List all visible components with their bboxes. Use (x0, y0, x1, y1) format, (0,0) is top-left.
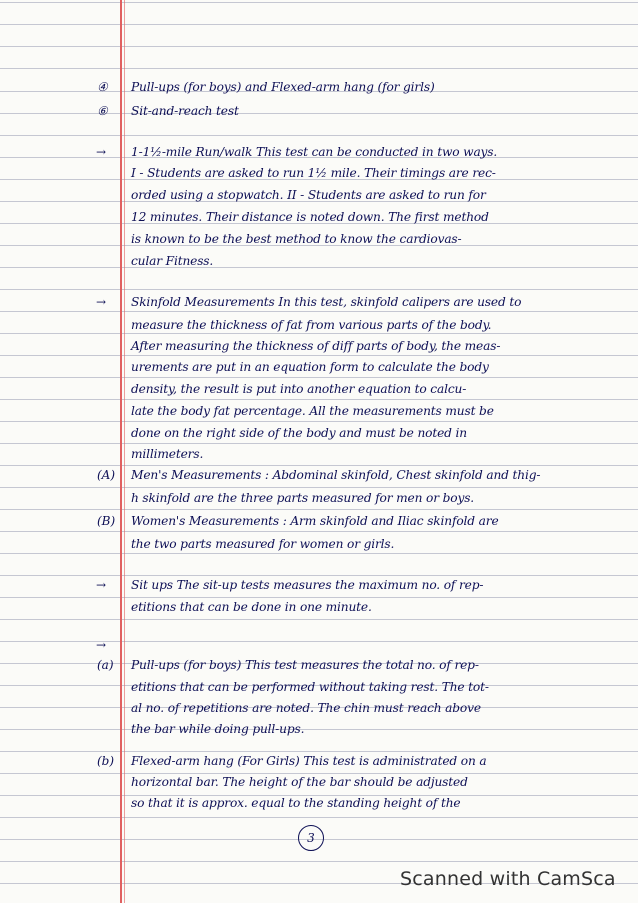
scan-watermark: Scanned with CamSca (400, 868, 616, 890)
handwritten-line: the bar while doing pull-ups. (131, 722, 305, 736)
handwritten-line: al no. of repetitions are noted. The chin must reach above (131, 701, 481, 715)
handwritten-line: etitions that can be done in one minute. (131, 600, 372, 614)
line-marker: ④ (97, 80, 108, 94)
handwritten-line: cular Fitness. (131, 254, 214, 268)
line-marker: → (96, 295, 107, 309)
handwritten-line: millimeters. (131, 447, 204, 461)
handwritten-line: Men's Measurements : Abdominal skinfold, Chest skinfold and thig- (131, 468, 541, 482)
margin-line (120, 0, 122, 903)
handwritten-line: etitions that can be performed without taking rest. The tot- (131, 680, 489, 694)
line-marker: (b) (97, 754, 115, 768)
handwritten-line: late the body fat percentage. All the measurements must be (131, 404, 494, 418)
line-marker: → (96, 638, 107, 652)
handwritten-line: horizontal bar. The height of the bar should be adjusted (131, 775, 468, 789)
handwritten-line: 12 minutes. Their distance is noted down. The first method (131, 210, 489, 224)
handwritten-line: so that it is approx. equal to the standing height of the (131, 796, 461, 810)
handwritten-line: Pull-ups (for boys) This test measures the total no. of rep- (131, 658, 479, 672)
page-number: 3 (298, 825, 324, 851)
handwritten-line: orded using a stopwatch. II - Students are asked to run for (131, 188, 486, 202)
handwritten-line: h skinfold are the three parts measured for men or boys. (131, 491, 475, 505)
handwritten-line: Women's Measurements : Arm skinfold and Iliac skinfold are (131, 514, 499, 528)
handwritten-line: Sit ups The sit-up tests measures the maximum no. of rep- (131, 578, 484, 592)
handwritten-line: is known to be the best method to know the cardiovas- (131, 232, 462, 246)
handwritten-line: Sit-and-reach test (131, 104, 239, 118)
handwritten-line: Pull-ups (for boys) and Flexed-arm hang (for girls) (131, 80, 435, 94)
handwritten-line: 1-1½-mile Run/walk This test can be conducted in two ways. (131, 145, 498, 159)
handwritten-line: Flexed-arm hang (For Girls) This test is administrated on a (131, 754, 487, 768)
line-marker: (B) (97, 514, 116, 528)
handwritten-line: urements are put in an equation form to calculate the body (131, 360, 489, 374)
handwritten-line: the two parts measured for women or girls. (131, 537, 395, 551)
margin-line-inner (124, 0, 125, 903)
handwritten-line: After measuring the thickness of diff parts of body, the meas- (131, 339, 501, 353)
line-marker: (a) (97, 658, 114, 672)
line-marker: (A) (97, 468, 116, 482)
handwritten-line: I - Students are asked to run 1½ mile. Their timings are rec- (131, 166, 496, 180)
line-marker: → (96, 145, 107, 159)
line-marker: → (96, 578, 107, 592)
handwritten-line: done on the right side of the body and must be noted in (131, 426, 467, 440)
handwritten-line: density, the result is put into another equation to calcu- (131, 382, 467, 396)
handwritten-line: measure the thickness of fat from various parts of the body. (131, 318, 492, 332)
line-marker: ⑥ (97, 104, 108, 118)
handwritten-line: Skinfold Measurements In this test, skinfold calipers are used to (131, 295, 522, 309)
